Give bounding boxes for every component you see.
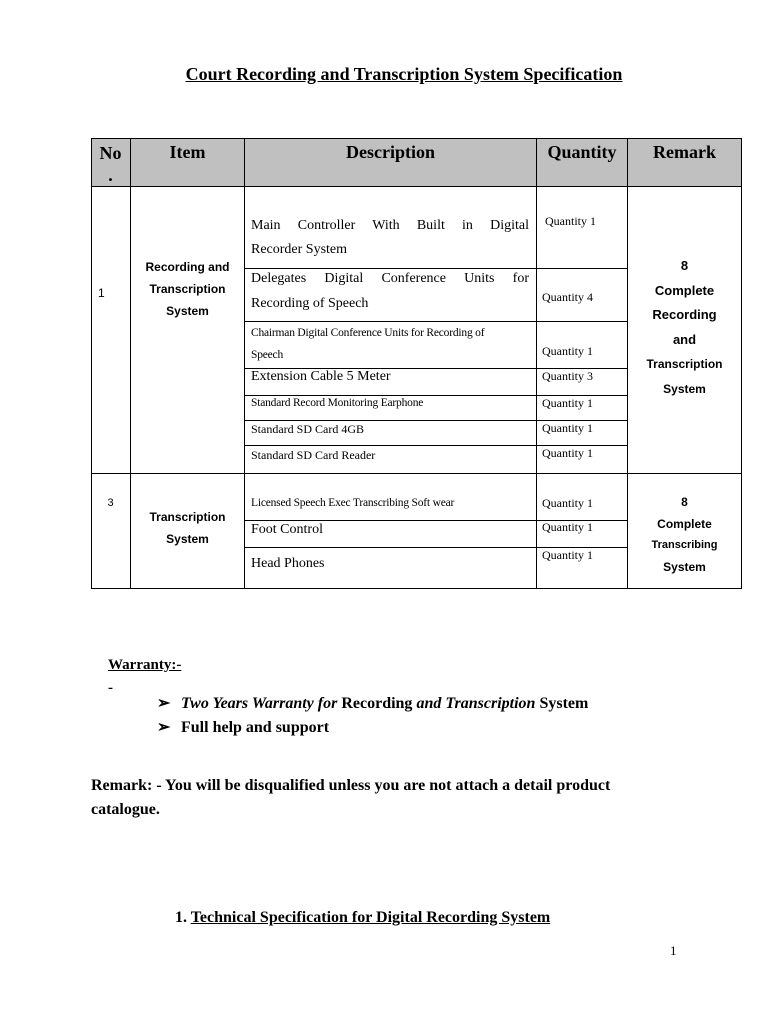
header-quantity: Quantity [547, 142, 617, 162]
page-number: 1 [670, 943, 677, 958]
arrow-bullet-icon: ➢ [157, 695, 171, 712]
section-heading: 1. Technical Specification for Digital Recording System [175, 909, 551, 926]
warranty-bullet-1: ➢ Two Years Warranty for Recording and Transcription System [157, 695, 589, 712]
row-3-item: Transcription System [149, 510, 226, 546]
qty-delegates-units: Quantity 4 [542, 290, 593, 304]
desc-main-controller: Main Controller With Built in Digital [251, 218, 529, 233]
header-remark: Remark [653, 142, 716, 162]
row-1-item: Recording and Transcription System [145, 260, 230, 318]
desc-main-controller-2: Recorder System [251, 242, 348, 257]
desc-transcribing-software: Licensed Speech Exec Transcribing Soft wear [251, 497, 455, 509]
row-1-remark: 8 Complete Recording and Transcription System [646, 258, 723, 396]
row-3-number: 3 [107, 497, 114, 509]
desc-delegates-units-2: Recording of Speech [251, 296, 369, 311]
row-1-number: 1 [98, 286, 105, 300]
desc-foot-control: Foot Control [251, 522, 323, 537]
qty-sd-card-reader: Quantity 1 [542, 446, 593, 460]
warranty-dash: - [108, 680, 113, 696]
header-item: Item [169, 142, 206, 162]
desc-sd-card: Standard SD Card 4GB [251, 422, 364, 436]
header-no: No . [99, 143, 122, 185]
qty-extension-cable: Quantity 3 [542, 369, 593, 383]
desc-extension-cable: Extension Cable 5 Meter [251, 369, 391, 384]
desc-head-phones: Head Phones [251, 556, 325, 571]
desc-sd-card-reader: Standard SD Card Reader [251, 448, 376, 462]
desc-earphone: Standard Record Monitoring Earphone [251, 397, 424, 409]
remark-paragraph: Remark: - You will be disqualified unless you are not attach a detail product catalogue. [91, 777, 611, 818]
desc-delegates-units: Delegates Digital Conference Units for [251, 271, 529, 286]
row-3-remark: 8 Complete Transcribing System [651, 495, 718, 574]
header-description: Description [346, 142, 435, 162]
arrow-bullet-icon: ➢ [157, 719, 171, 736]
qty-chairman-units: Quantity 1 [542, 344, 593, 358]
warranty-bullet-2: ➢ Full help and support [157, 719, 330, 736]
desc-chairman-units: Chairman Digital Conference Units for Recording of Speech [251, 327, 485, 361]
warranty-heading: Warranty:- [108, 657, 182, 673]
qty-earphone: Quantity 1 [542, 396, 593, 410]
qty-foot-control: Quantity 1 [542, 520, 593, 534]
qty-head-phones: Quantity 1 [542, 548, 593, 562]
qty-transcribing-software: Quantity 1 [542, 496, 593, 510]
page-title: Court Recording and Transcription System Specification [185, 64, 623, 84]
qty-main-controller: Quantity 1 [545, 214, 596, 228]
qty-sd-card: Quantity 1 [542, 421, 593, 435]
